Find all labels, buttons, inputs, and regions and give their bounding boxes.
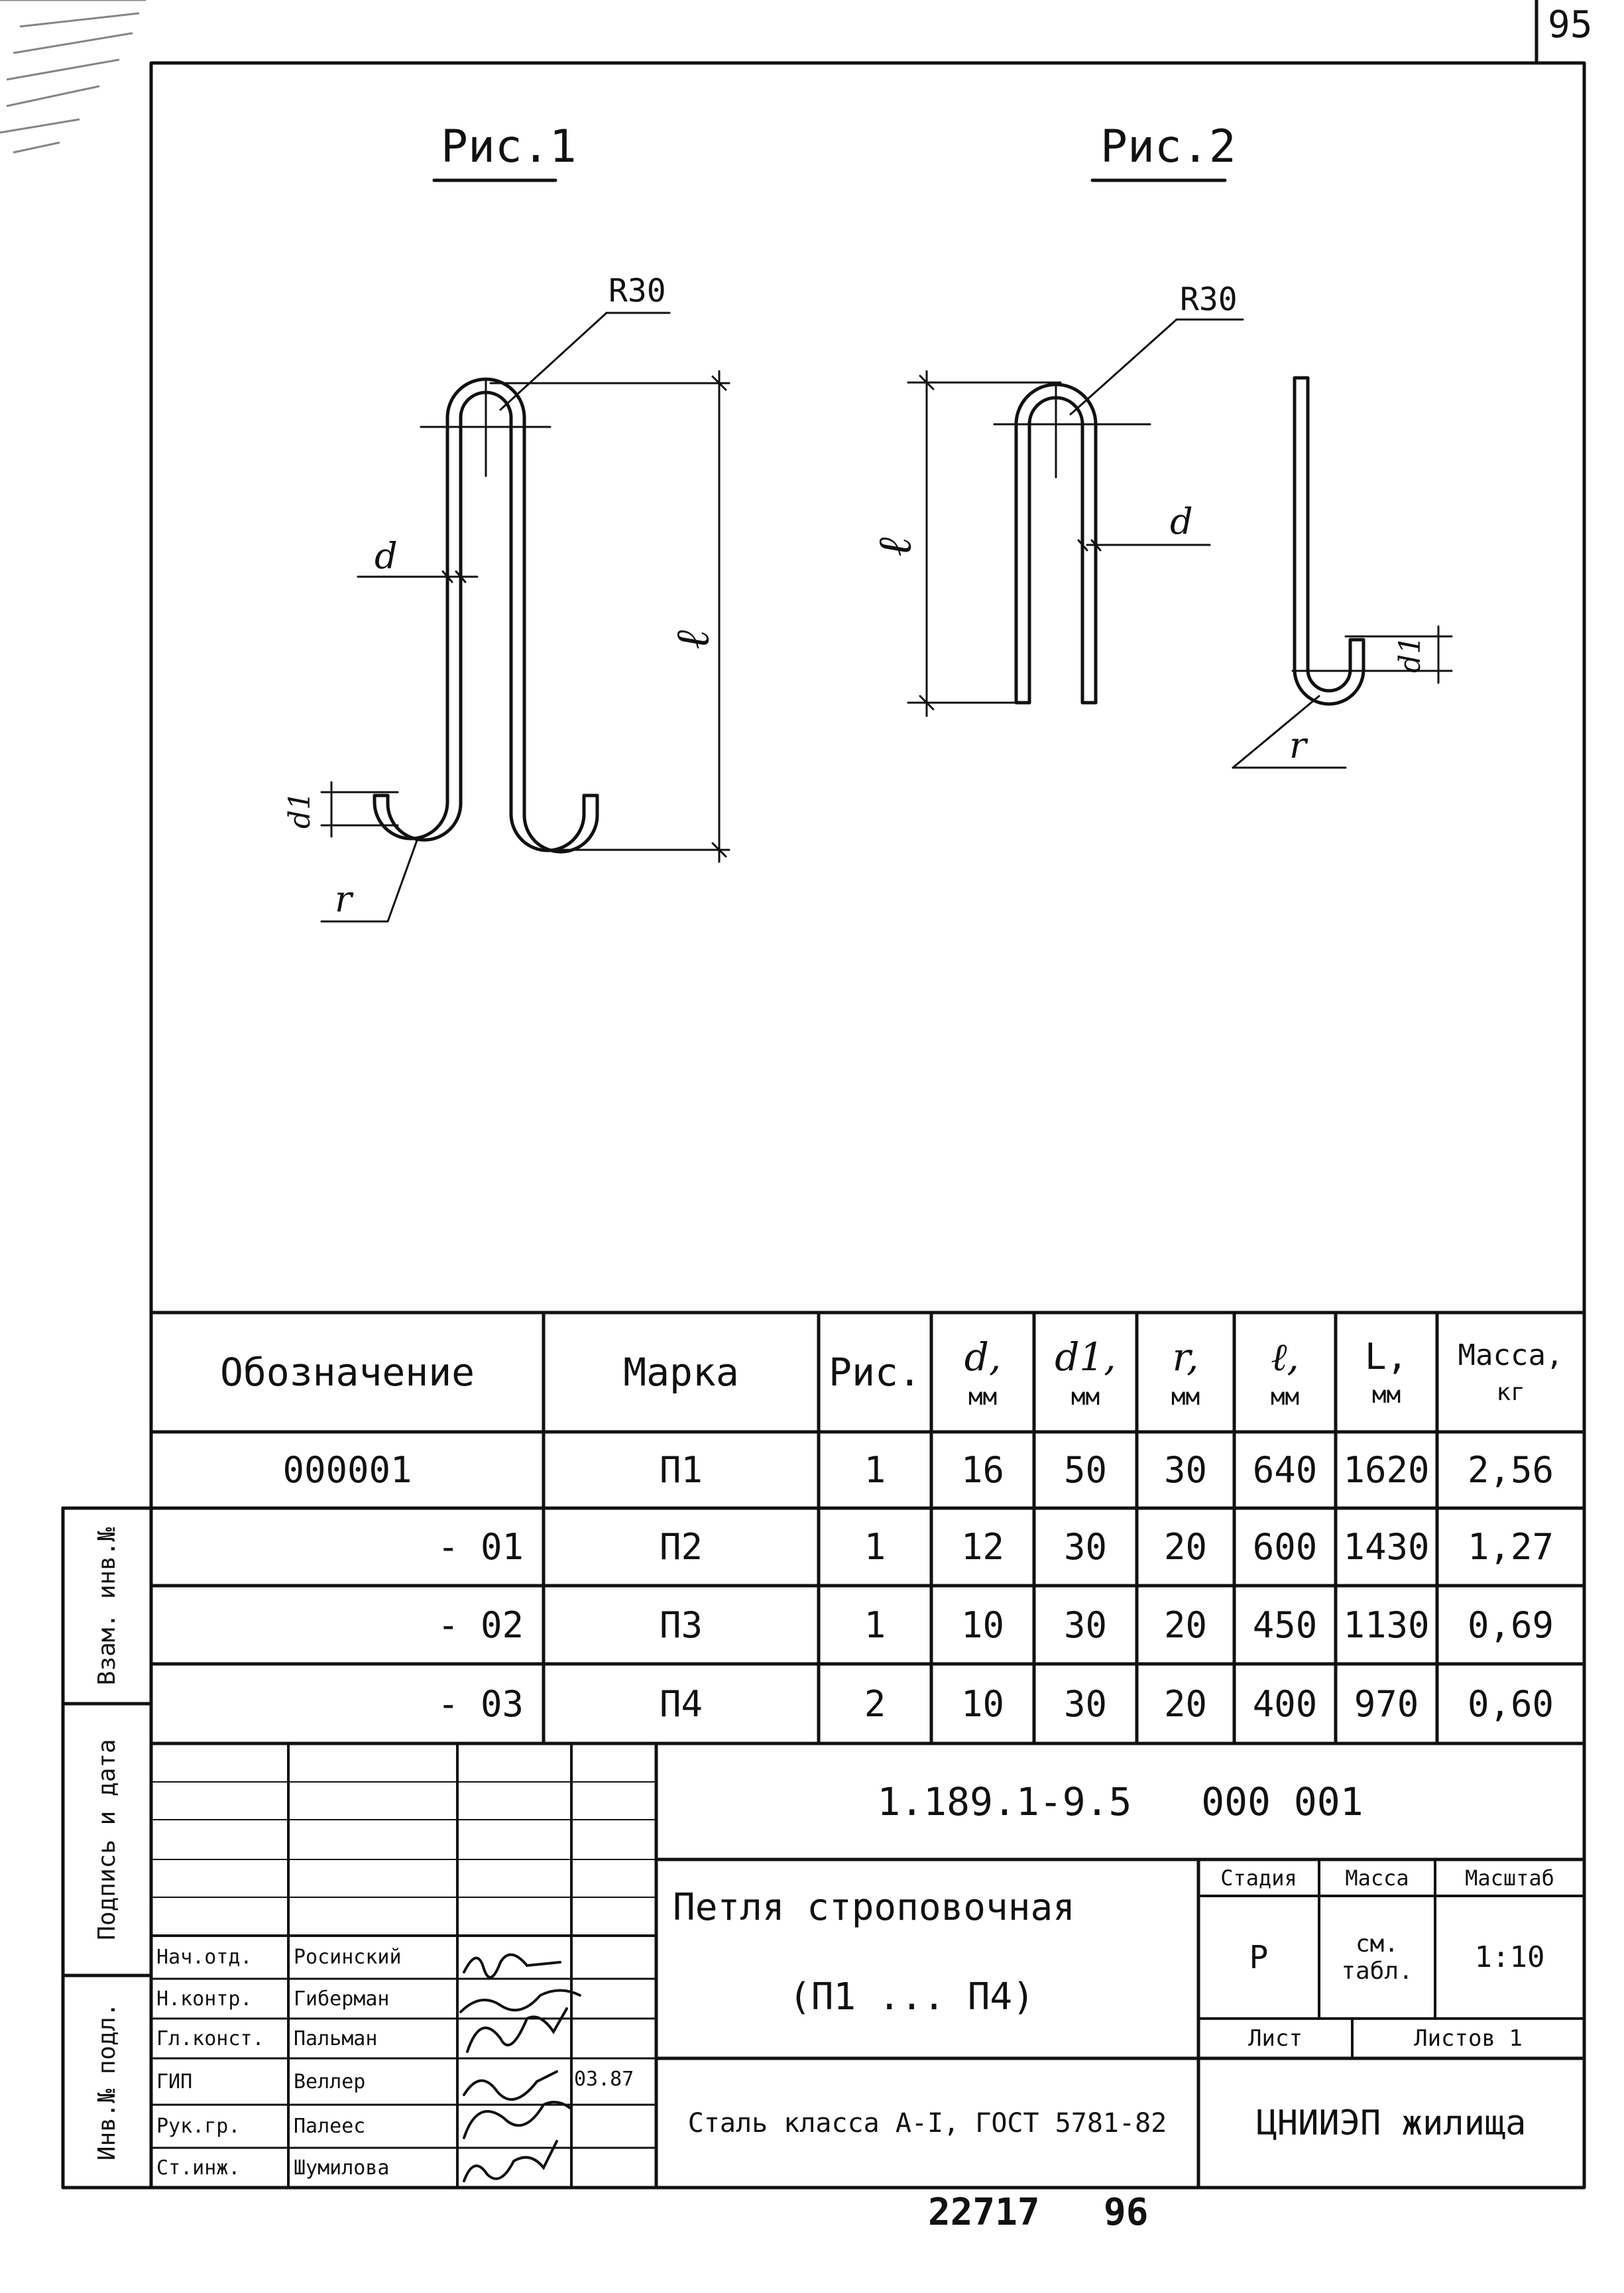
role-name: Палеес xyxy=(294,2115,366,2138)
page-number: 95 xyxy=(1548,3,1593,46)
figure1-l-label: ℓ xyxy=(665,630,720,650)
spec-cell-designation: - 03 xyxy=(437,1682,524,1725)
header-d1-unit: мм xyxy=(1071,1383,1100,1411)
spec-cell-l: 400 xyxy=(1252,1682,1318,1725)
spec-cell-d1: 50 xyxy=(1063,1449,1108,1491)
figure2-radius-label: R30 xyxy=(1180,281,1238,318)
organization: ЦНИИЭП жилища xyxy=(1256,2103,1527,2143)
spec-cell-L: 970 xyxy=(1354,1682,1419,1725)
role-label: Нач.отд. xyxy=(156,1946,253,1969)
spec-cell-mark: П2 xyxy=(659,1526,703,1568)
header-L-label: L, xyxy=(1364,1336,1409,1378)
spec-cell-L: 1130 xyxy=(1343,1604,1430,1646)
spec-cell-fig: 1 xyxy=(864,1526,886,1568)
spec-cell-l: 640 xyxy=(1252,1449,1318,1491)
spec-cell-r: 20 xyxy=(1163,1526,1208,1568)
figure2-l-label: ℓ xyxy=(867,537,922,557)
side-label-podpis: Подпись и дата xyxy=(93,1739,121,1940)
mass-value: см. табл. xyxy=(1341,1930,1413,1985)
role-label: Ст.инж. xyxy=(156,2156,241,2180)
spec-cell-r: 20 xyxy=(1163,1682,1208,1725)
side-label-vzam: Взам. инв.№ xyxy=(93,1527,121,1686)
spec-cell-designation: - 02 xyxy=(437,1604,524,1646)
role-label: Рук.гр. xyxy=(156,2115,241,2138)
spec-cell-mark: П1 xyxy=(659,1449,703,1491)
sheets-label: Листов 1 xyxy=(1414,2025,1523,2052)
sign-date: 03.87 xyxy=(574,2068,634,2091)
header-l-unit: мм xyxy=(1270,1383,1300,1411)
role-name: Росинский xyxy=(294,1946,402,1969)
spec-cell-d: 10 xyxy=(960,1604,1005,1646)
figure2-r-label: r xyxy=(1289,725,1306,766)
spec-cell-mark: П4 xyxy=(659,1682,703,1725)
spec-cell-mass: 1,27 xyxy=(1467,1526,1554,1568)
spec-cell-fig: 1 xyxy=(864,1604,886,1646)
stage-value: Р xyxy=(1249,1938,1269,1976)
figure2-d1-label: d1 xyxy=(1393,635,1428,674)
header-fig: Рис. xyxy=(829,1350,921,1395)
header-mass-unit: кг xyxy=(1496,1379,1525,1406)
scale-value: 1:10 xyxy=(1474,1940,1545,1974)
mass-label: Масса xyxy=(1345,1865,1409,1891)
spec-cell-d: 10 xyxy=(960,1682,1005,1725)
spec-cell-L: 1620 xyxy=(1343,1449,1430,1491)
spec-cell-d1: 30 xyxy=(1063,1526,1108,1568)
figure1-title: Рис.1 xyxy=(441,121,577,173)
figure2-d-label: d xyxy=(1170,500,1193,542)
spec-cell-d: 16 xyxy=(960,1449,1005,1491)
figure2-title: Рис.2 xyxy=(1100,121,1236,173)
figure1-radius-label: R30 xyxy=(609,272,666,310)
spec-cell-designation: - 01 xyxy=(437,1526,524,1568)
header-l-label: ℓ, xyxy=(1271,1334,1299,1380)
spec-cell-d1: 30 xyxy=(1063,1604,1108,1646)
spec-cell-d: 12 xyxy=(960,1526,1005,1568)
role-label: Гл.конст. xyxy=(156,2027,264,2050)
role-name: Гиберман xyxy=(294,1987,390,2011)
header-mark: Марка xyxy=(623,1350,739,1395)
role-label: ГИП xyxy=(156,2070,193,2093)
bottom-number: 22717 xyxy=(928,2191,1040,2234)
header-d-unit: мм xyxy=(968,1383,998,1411)
spec-cell-l: 450 xyxy=(1252,1604,1318,1646)
header-d-label: d, xyxy=(964,1334,1002,1380)
spec-cell-designation: 000001 xyxy=(282,1449,412,1491)
role-name: Веллер xyxy=(294,2070,366,2093)
header-d1-label: d1, xyxy=(1055,1334,1116,1380)
figure1-d-label: d xyxy=(375,535,398,577)
figure1-r-label: r xyxy=(335,878,352,920)
figure1-d1-label: d1 xyxy=(283,791,318,829)
spec-cell-mass: 0,60 xyxy=(1467,1682,1554,1725)
side-label-inv: Инв.№ подл. xyxy=(93,2002,121,2161)
spec-cell-l: 600 xyxy=(1252,1526,1318,1568)
spec-cell-r: 30 xyxy=(1163,1449,1208,1491)
product-name-line1: Петля строповочная xyxy=(673,1886,1075,1929)
spec-cell-L: 1430 xyxy=(1343,1526,1430,1568)
spec-cell-d1: 30 xyxy=(1063,1682,1108,1725)
role-label: Н.контр. xyxy=(156,1987,253,2011)
product-name-line2: (П1 ... П4) xyxy=(789,1975,1035,2019)
spec-cell-r: 20 xyxy=(1163,1604,1208,1646)
role-name: Шумилова xyxy=(294,2156,390,2180)
spec-cell-mass: 2,56 xyxy=(1467,1449,1554,1491)
spec-cell-fig: 2 xyxy=(864,1682,886,1725)
header-designation: Обозначение xyxy=(219,1350,475,1395)
stage-label: Стадия xyxy=(1220,1865,1297,1891)
spec-cell-mark: П3 xyxy=(659,1604,703,1646)
header-mass-label: Масса, xyxy=(1458,1338,1564,1372)
role-name: Пальман xyxy=(294,2027,378,2050)
doc-code: 1.189.1-9.5 000 001 xyxy=(877,1779,1363,1824)
header-L-unit: мм xyxy=(1371,1382,1401,1409)
spec-cell-fig: 1 xyxy=(864,1449,886,1491)
bottom-page: 96 xyxy=(1104,2191,1149,2234)
material: Сталь класса А-I, ГОСТ 5781-82 xyxy=(687,2107,1167,2139)
header-r-unit: мм xyxy=(1171,1383,1200,1411)
spec-cell-mass: 0,69 xyxy=(1467,1604,1554,1646)
sheet-label: Лист xyxy=(1248,2025,1303,2052)
scale-label: Масштаб xyxy=(1465,1865,1554,1891)
header-r-label: r, xyxy=(1172,1334,1199,1380)
